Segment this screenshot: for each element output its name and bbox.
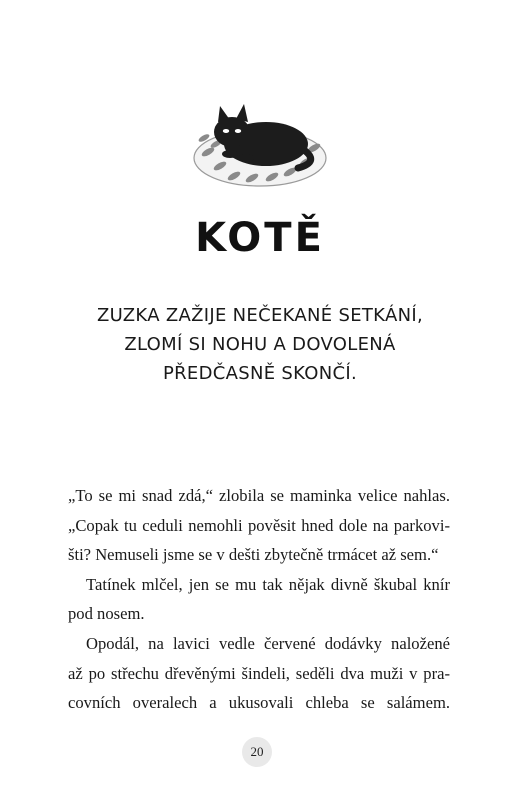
text-line: „Copak tu ceduli nemohli pověsit hned dole na parkovi-	[68, 515, 450, 535]
text-line: pod nosem.	[68, 604, 145, 624]
summary-line: ZLOMÍ SI NOHU A DOVOLENÁ	[124, 334, 396, 355]
text-line: Tatínek mlčel, jen se mu tak nějak divně škubal knír	[86, 574, 450, 594]
chapter-summary	[0, 301, 520, 388]
text-line: až po střechu dřevěnými šindeli, seděli dva muži v pra-	[68, 663, 450, 683]
text-line: covních overalech a ukusovali chleba se salámem.	[68, 693, 450, 713]
cat-illustration	[186, 100, 334, 192]
text-line: Opodál, na lavici vedle červené dodávky naložené	[86, 633, 450, 653]
black-cat-on-cushion-icon	[186, 100, 334, 192]
page-number: 20	[242, 737, 272, 767]
summary-line: ZUZKA ZAŽIJE NEČEKANÉ SETKÁNÍ,	[97, 305, 423, 326]
body-text	[68, 481, 450, 718]
chapter-title: KOTĚ	[195, 215, 325, 261]
text-line: „To se mi snad zdá,“ zlobila se maminka velice nahlas.	[68, 486, 450, 505]
summary-line: PŘEDČASNĚ SKONČÍ.	[162, 363, 358, 384]
text-line: šti? Nemuseli jsme se v dešti zbytečně trmácet až sem.“	[68, 545, 439, 565]
